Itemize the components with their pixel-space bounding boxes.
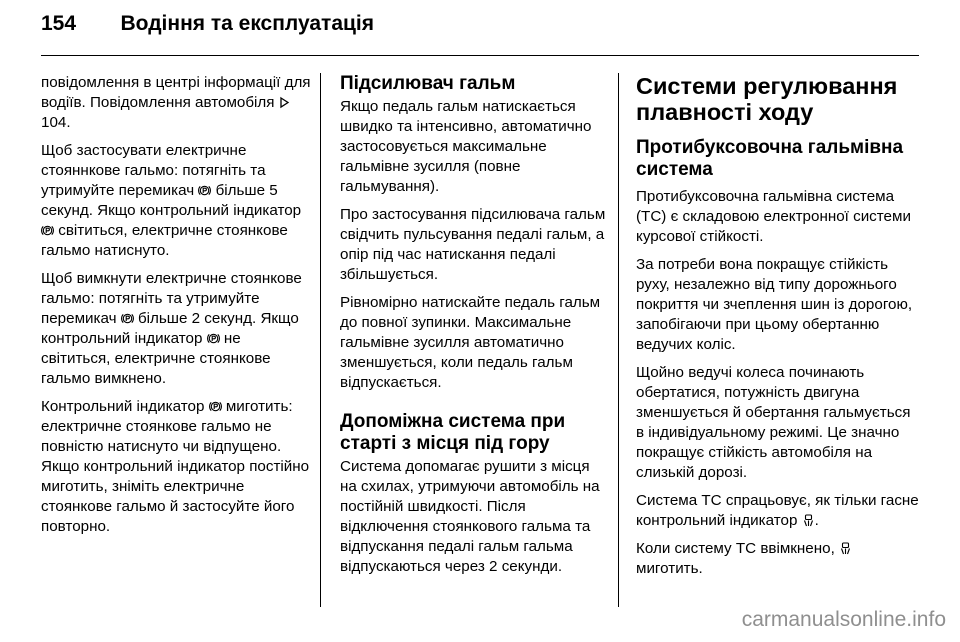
page-header [41, 12, 374, 46]
parking-brake-icon [41, 223, 54, 236]
arrow-reference-icon[interactable] [279, 95, 292, 108]
paragraph: Контрольний індикатор миготить: електричне стоянкове гальмо не повністю натиснуто чи відпущено. Якщо контрольний індикатор постійно миготить, зніміть електричне стоянкове гальмо й застосуйте його повторно. [41, 398, 310, 535]
page-title: Водіння та експлуатація [120, 12, 375, 35]
paragraph: Якщо педаль гальм натискається швидко та інтенсивно, автоматично застосовується максимальне гальмівне зусилля (повне гальмування). [340, 98, 592, 195]
heading-brake-assist: Підсилювач гальм [340, 73, 516, 94]
column-middle [340, 73, 610, 585]
paragraph: Система TC спрацьовує, як тільки гасне контрольний індикатор . [636, 492, 919, 529]
header-divider [41, 55, 919, 56]
paragraph: Коли систему TC ввімкнено, миготить. [636, 539, 921, 579]
page-number: 154 [41, 12, 77, 35]
heading-traction-control: Протибуксовочна гальмівна система [636, 137, 904, 180]
paragraph: Рівномірно натискайте педаль гальм до повної зупинки. Максимальне гальмівне зусилля автоматично зменшується, коли педаль гальм відпускається. [340, 294, 601, 391]
paragraph: Система допомагає рушити з місця на схилах, утримуючи автомобіль на постійній швидкості. Після відключення стоянкового гальма та відпускання педалі гальм гальма відпускаються через 2 секунди. [340, 458, 600, 575]
column-divider-1 [320, 73, 321, 607]
paragraph: Щойно ведучі колеса починають обертатися, потужність двигуна зменшується й обертання гальмується в індивідуальному режимі. Це значно покращує стійкість автомобіля на слизькій дорозі. [636, 364, 911, 481]
paragraph: За потреби вона покращує стійкість руху, незалежно від типу дорожнього покриття чи зчеплення шин із дорогою, запобігаючи при цьому обертанню ведучих коліс. [636, 256, 913, 353]
paragraph: Протибуксовочна гальмівна система (TC) є складовою електронної системи курсової стійкості. [636, 188, 911, 245]
column-divider-2 [618, 73, 619, 607]
parking-brake-icon [207, 331, 220, 344]
heading-driving-systems: Системи регулювання плавності ходу [636, 73, 898, 125]
paragraph: Щоб вимкнути електричне стоянкове гальмо: потягніть та утримуйте перемикач більше 2 секунд. Якщо контрольний індикатор не світиться, електричне стоянкове гальмо вимкнено. [41, 270, 302, 387]
traction-control-icon [839, 541, 852, 554]
parking-brake-icon [209, 399, 222, 412]
paragraph: Щоб застосувати електричне стояннкове гальмо: потягніть та утримуйте перемикач більше 5 секунд. Якщо контрольний індикатор світиться, електричне стоянкове гальмо натиснуто. [41, 142, 302, 259]
column-left [41, 73, 313, 545]
heading-hill-start-assist: Допоміжна система при старті з місця під гору [340, 411, 566, 454]
parking-brake-icon [121, 311, 134, 324]
watermark: carmanualsonline.info [741, 608, 946, 631]
column-right [636, 73, 921, 587]
paragraph: повідомлення в центрі інформації для водіїв. Повідомлення автомобіля 104. [41, 74, 311, 131]
parking-brake-icon [198, 183, 211, 196]
traction-control-icon [802, 513, 815, 526]
page-reference-link[interactable]: 104. [41, 114, 71, 131]
paragraph: Про застосування підсилювача гальм свідчить пульсування педалі гальм, а опір під час натискання педалі збільшується. [340, 206, 606, 283]
